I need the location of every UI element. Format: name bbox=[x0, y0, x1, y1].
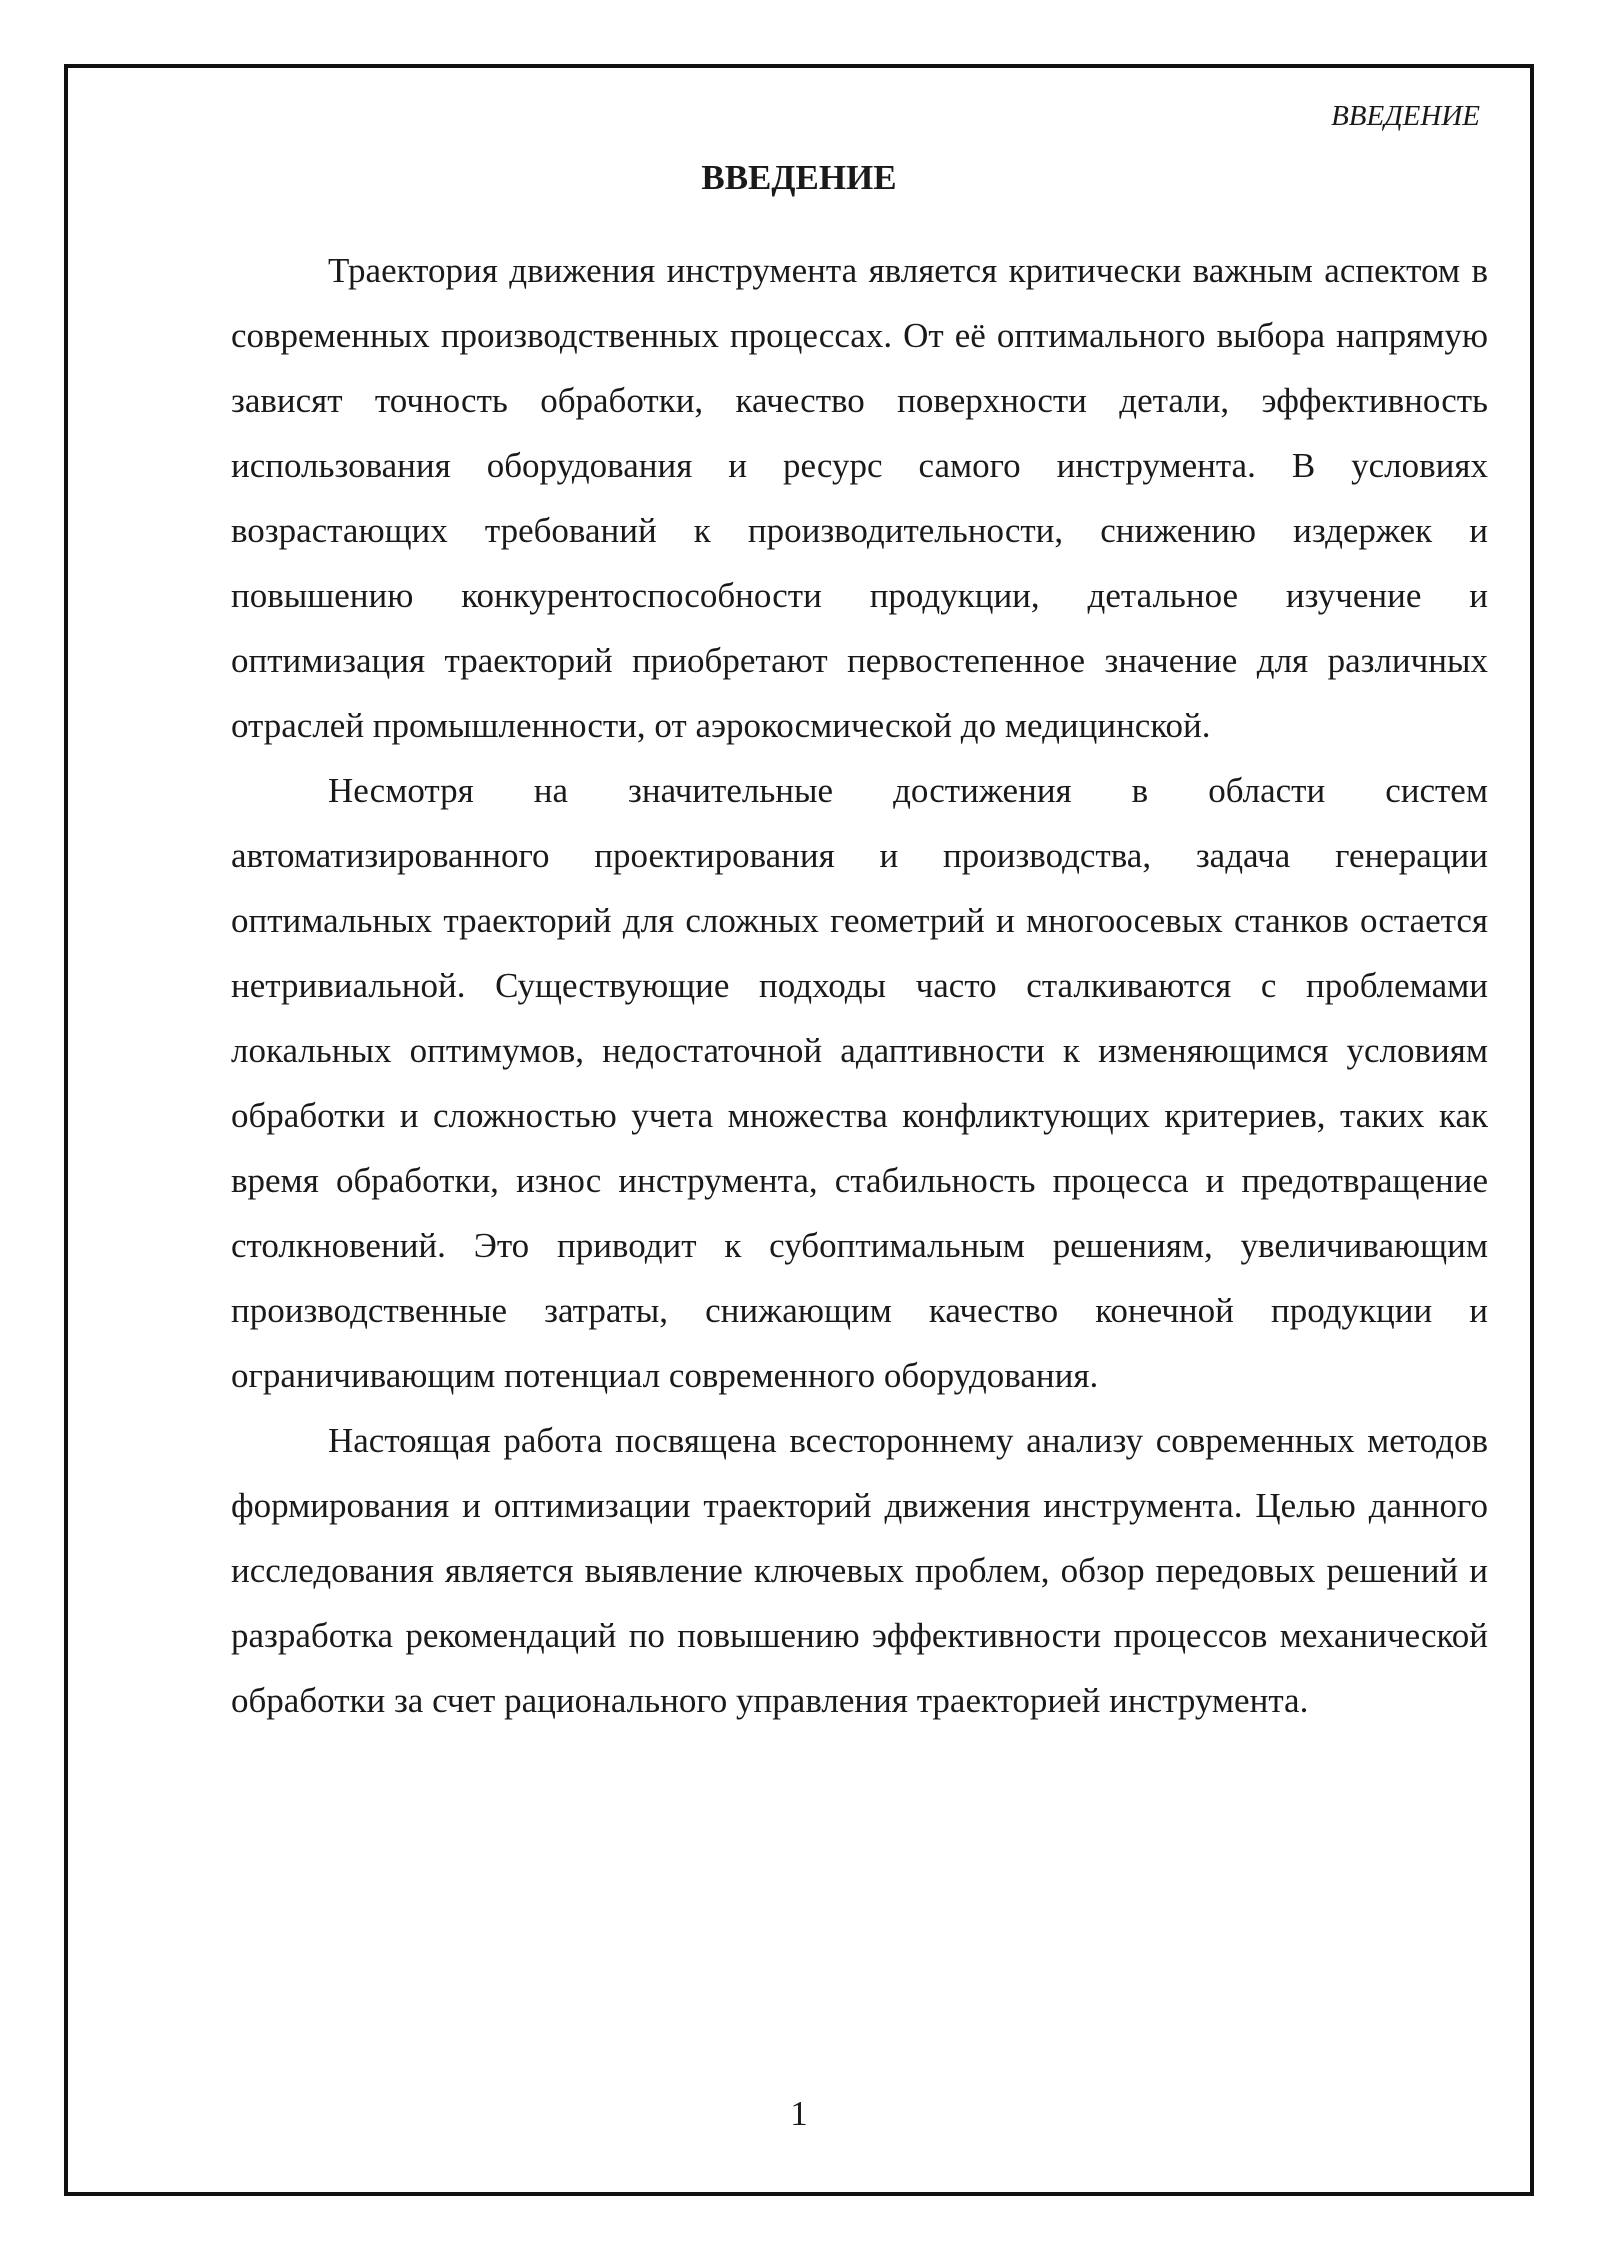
paragraph-problem: Несмотря на значительные достижения в области систем автоматизированного проектирования и производства, задача генерации оптимальных траекторий для сложных геометрий и многоосевых станков остается нетривиальной. Существующие подходы часто сталкиваются с проблемами локальных оптимумов, недостаточной адаптивности к изменяющимся условиям обработки и сложностью учета множества конфликтующих критериев, таких как время обработки, износ инструмента, стабильность процесса и предотвращение столкновений. Это приводит к субоптимальным решениям, увеличивающим производственные затраты, снижающим качество конечной продукции и ограничивающим потенциал современного оборудования. bbox=[231, 771, 1488, 1395]
page-number: 1 bbox=[790, 2094, 808, 2133]
paragraph-intro: Траектория движения инструмента является критически важным аспектом в современных производственных процессах. От её оптимального выбора напрямую зависят точность обработки, качество поверхности детали, эффективность использования оборудования и ресурс самого инструмента. В условиях возрастающих требований к производительности, снижению издержек и повышению конкурентоспособности продукции, детальное изучение и оптимизация траекторий приобретают первостепенное значение для различных отраслей промышленности, от аэрокосмической до медицинской. bbox=[231, 251, 1488, 745]
body-text bbox=[231, 238, 1488, 1733]
page-title: ВВЕДЕНИЕ bbox=[701, 158, 897, 197]
paragraph-goal: Настоящая работа посвящена всестороннему анализу современных методов формирования и оптимизации траекторий движения инструмента. Целью данного исследования является выявление ключевых проблем, обзор передовых решений и разработка рекомендаций по повышению эффективности процессов механической обработки за счет рационального управления траекторией инструмента. bbox=[231, 1421, 1488, 1720]
page-frame bbox=[64, 64, 1534, 2196]
running-header: ВВЕДЕНИЕ bbox=[1331, 100, 1480, 132]
